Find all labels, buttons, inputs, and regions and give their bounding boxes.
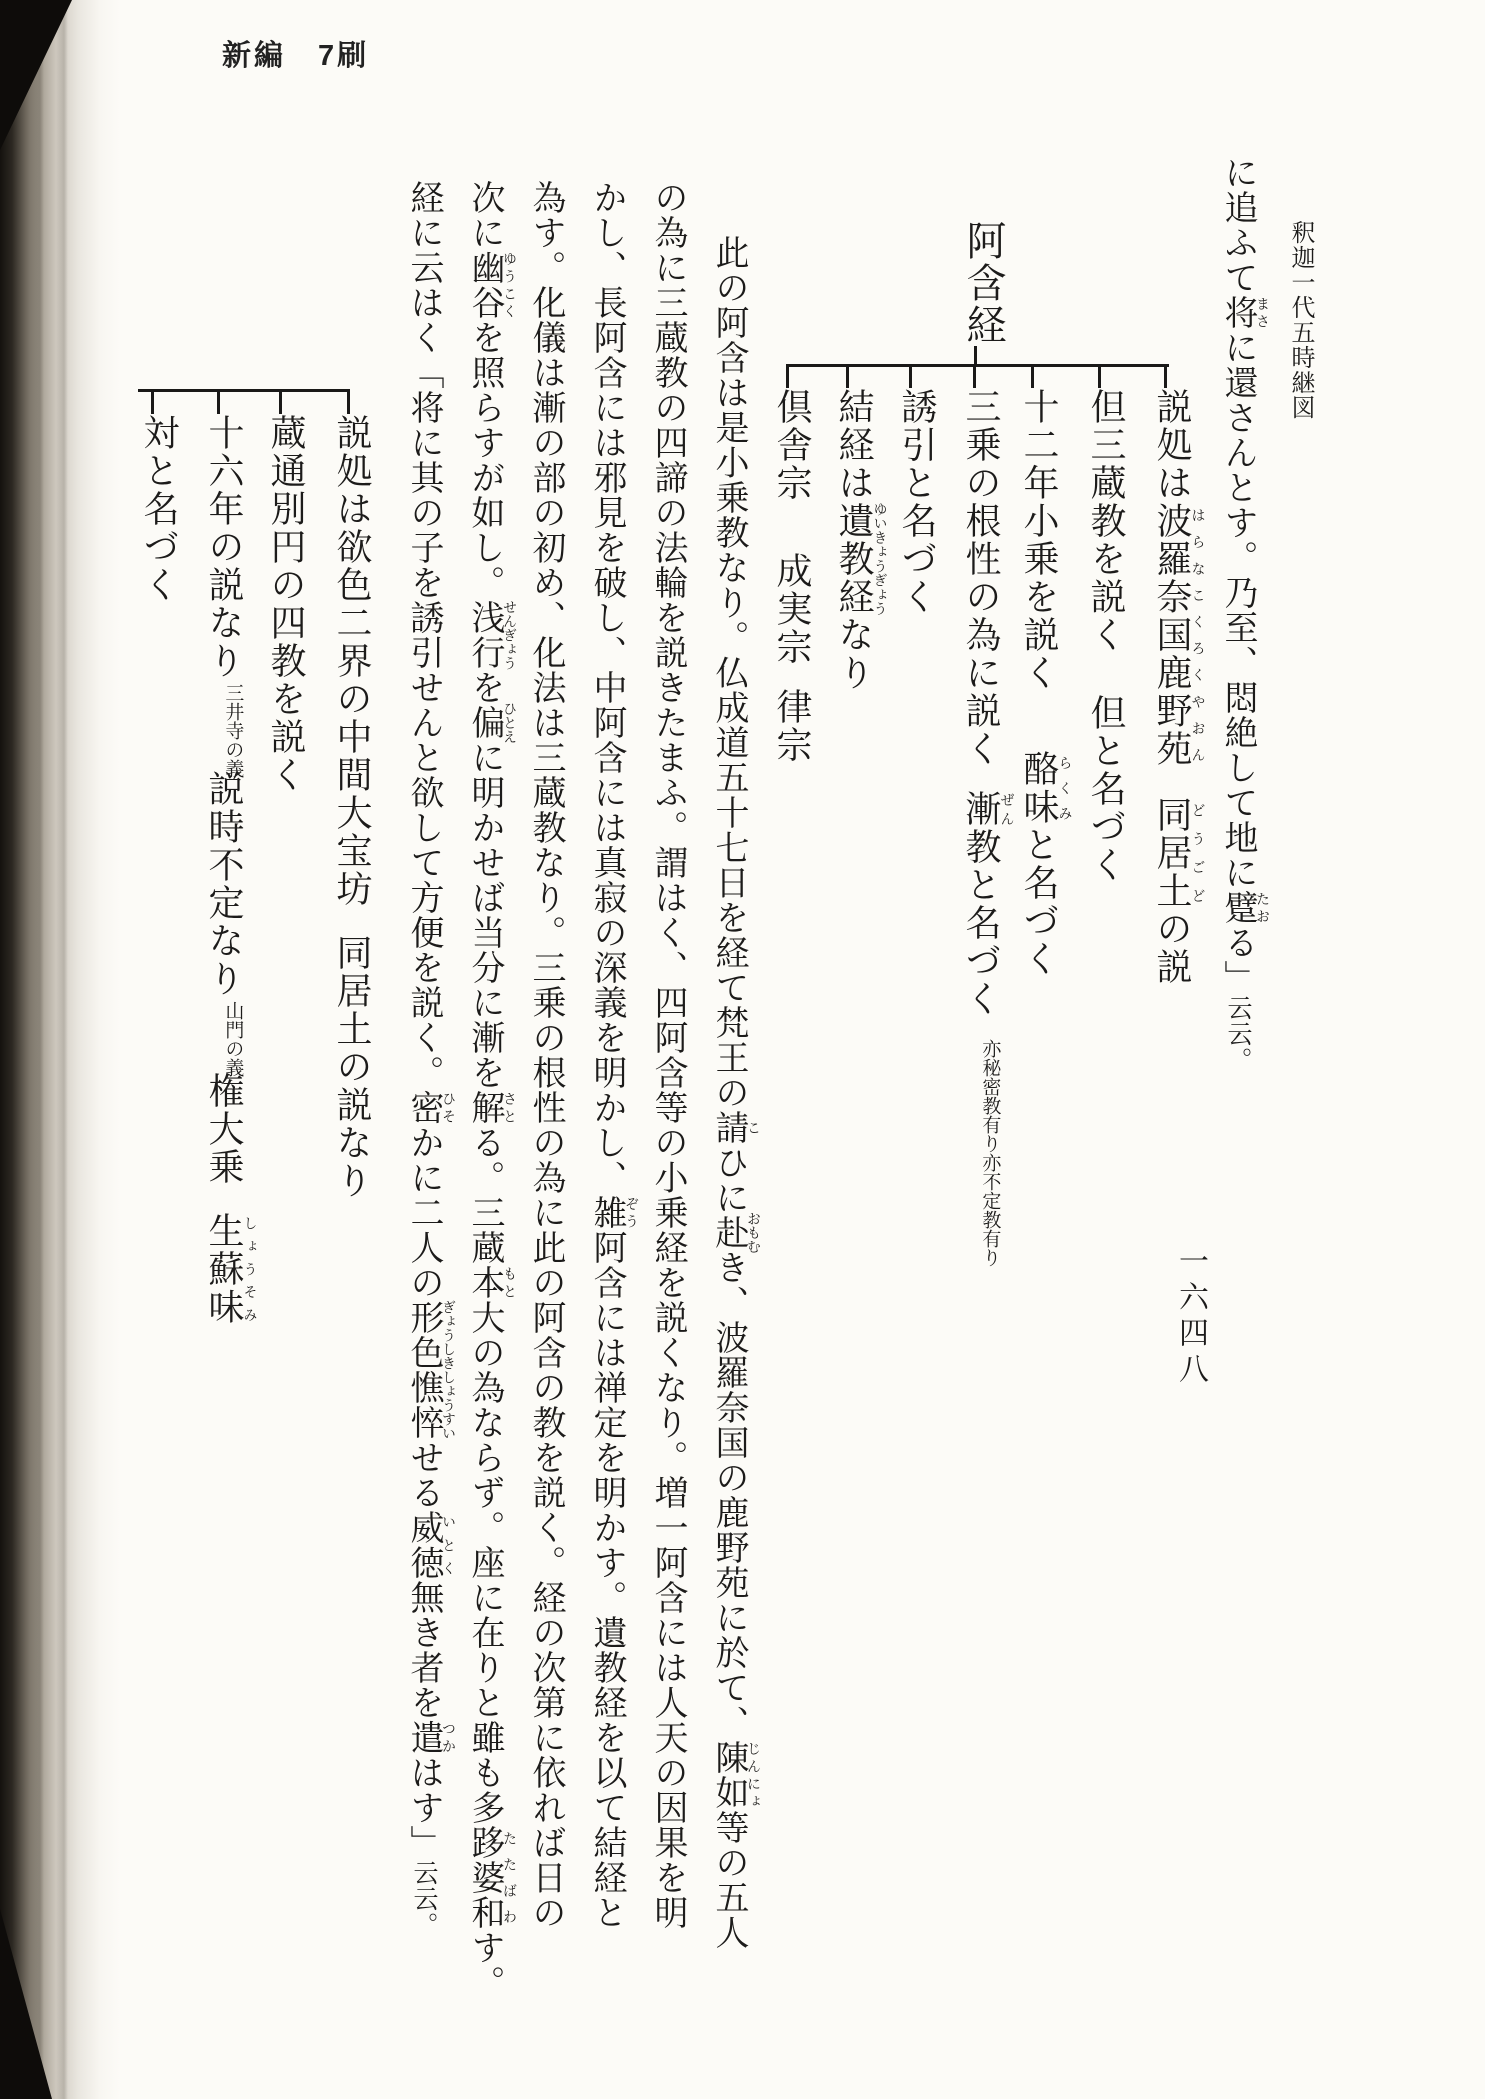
- body-column-4: 為す。化儀は漸の部の初め、化法は三蔵教なり。三乗の根性の為に此の阿含の教を説く。経の次第に依れば日の: [527, 180, 564, 1930]
- document-title: 釈迦一代五時継図: [1287, 220, 1313, 420]
- agon-tree-drop-1: [1164, 367, 1167, 388]
- intro-column: に追ふて将まさに還さんとす。乃至、悶絶して地に躄たおる」云云。: [1219, 155, 1269, 1073]
- body-column-2: の為に三蔵教の四諦の法輪を説きたまふ。謂はく、四阿含等の小乗経を説くなり。増一阿含には人天の因果を明: [649, 180, 686, 1930]
- left-tree-drop-2: [279, 392, 282, 414]
- left-branch-four-teachings: 蔵通別円の四教を説く: [266, 414, 306, 794]
- left-tree-horizontal-line: [138, 389, 350, 392]
- body-column-5: 次に幽谷ゆうこくを照らすが如し。浅行せんぎょうを偏ひとえに明かせば当分に漸を解さとる。三蔵本もと大の為ならず。座に在りと雖も多跢婆和たたばわす。: [466, 180, 516, 2000]
- agon-branch-concluding-sutra: 結経は遺教経ゆいきょうぎょうなり: [834, 388, 887, 692]
- edition-header: 新編 7刷: [222, 40, 370, 72]
- left-branch-place: 説処は欲色二界の中間大宝坊同居土の説なり: [332, 414, 372, 1200]
- body-column-3: かし、長阿含には邪見を破し、中阿含には真寂の深義を明かし、雑ぞう阿含には禅定を明かす。遺教経を以て結経と: [588, 180, 638, 1930]
- left-branch-tai-name: 対と名づく: [139, 414, 179, 604]
- left-tree-drop-3: [217, 392, 220, 414]
- agon-branch-schools: 倶舎宗成実宗律宗: [772, 388, 812, 764]
- page-number: 一六四八: [1174, 1245, 1207, 1389]
- agon-branch-three-vehicles: 三乗の根性の為に説く漸ぜん教と名づく亦秘密教有り亦不定教有り: [961, 388, 1014, 1267]
- agon-branch-twelve-years: 十二年小乗を説く酪味らくみと名づく: [1019, 388, 1072, 978]
- agon-tree-horizontal-line: [786, 364, 1169, 367]
- agon-tree-drop-7: [786, 367, 789, 388]
- agon-branch-inducement: 誘引と名づく: [897, 388, 937, 616]
- agon-chart-root-label: 阿含経: [961, 220, 1006, 346]
- agon-branch-tripitaka: 但三蔵教を説く但と名づく: [1086, 388, 1126, 884]
- agon-tree-drop-6: [846, 367, 849, 388]
- agon-tree-drop-5: [909, 367, 912, 388]
- agon-tree-root-stub: [974, 346, 977, 364]
- agon-tree-drop-3: [1031, 367, 1034, 388]
- agon-tree-drop-4: [973, 367, 976, 388]
- left-tree-drop-1: [347, 389, 350, 414]
- left-tree-drop-4: [151, 392, 154, 414]
- left-branch-sixteen-years: 十六年の説なり三井寺の義説時不定なり山門の義権大乗生蘇味しょうそみ: [204, 414, 257, 1326]
- book-binding-shadow: [0, 0, 120, 2099]
- body-column-6: 経に云はく「将に其の子を誘引せんと欲して方便を説く。密ひそかに二人の形色憔悴ぎょうしきしょうすいせる威徳いとく無き者を遣つかはす」云云。: [405, 180, 455, 1938]
- body-column-1: 此の阿含は是小乗教なり。仏成道五十七日を経て梵王の請こひに赴おもむき、波羅奈国の鹿野苑に於て、陳如じんにょ等の五人: [710, 235, 760, 1950]
- agon-branch-place: 説処は波羅奈国鹿野苑はらなこくろくやおん同居土どうごどの説: [1152, 388, 1205, 986]
- agon-tree-drop-2: [1098, 367, 1101, 388]
